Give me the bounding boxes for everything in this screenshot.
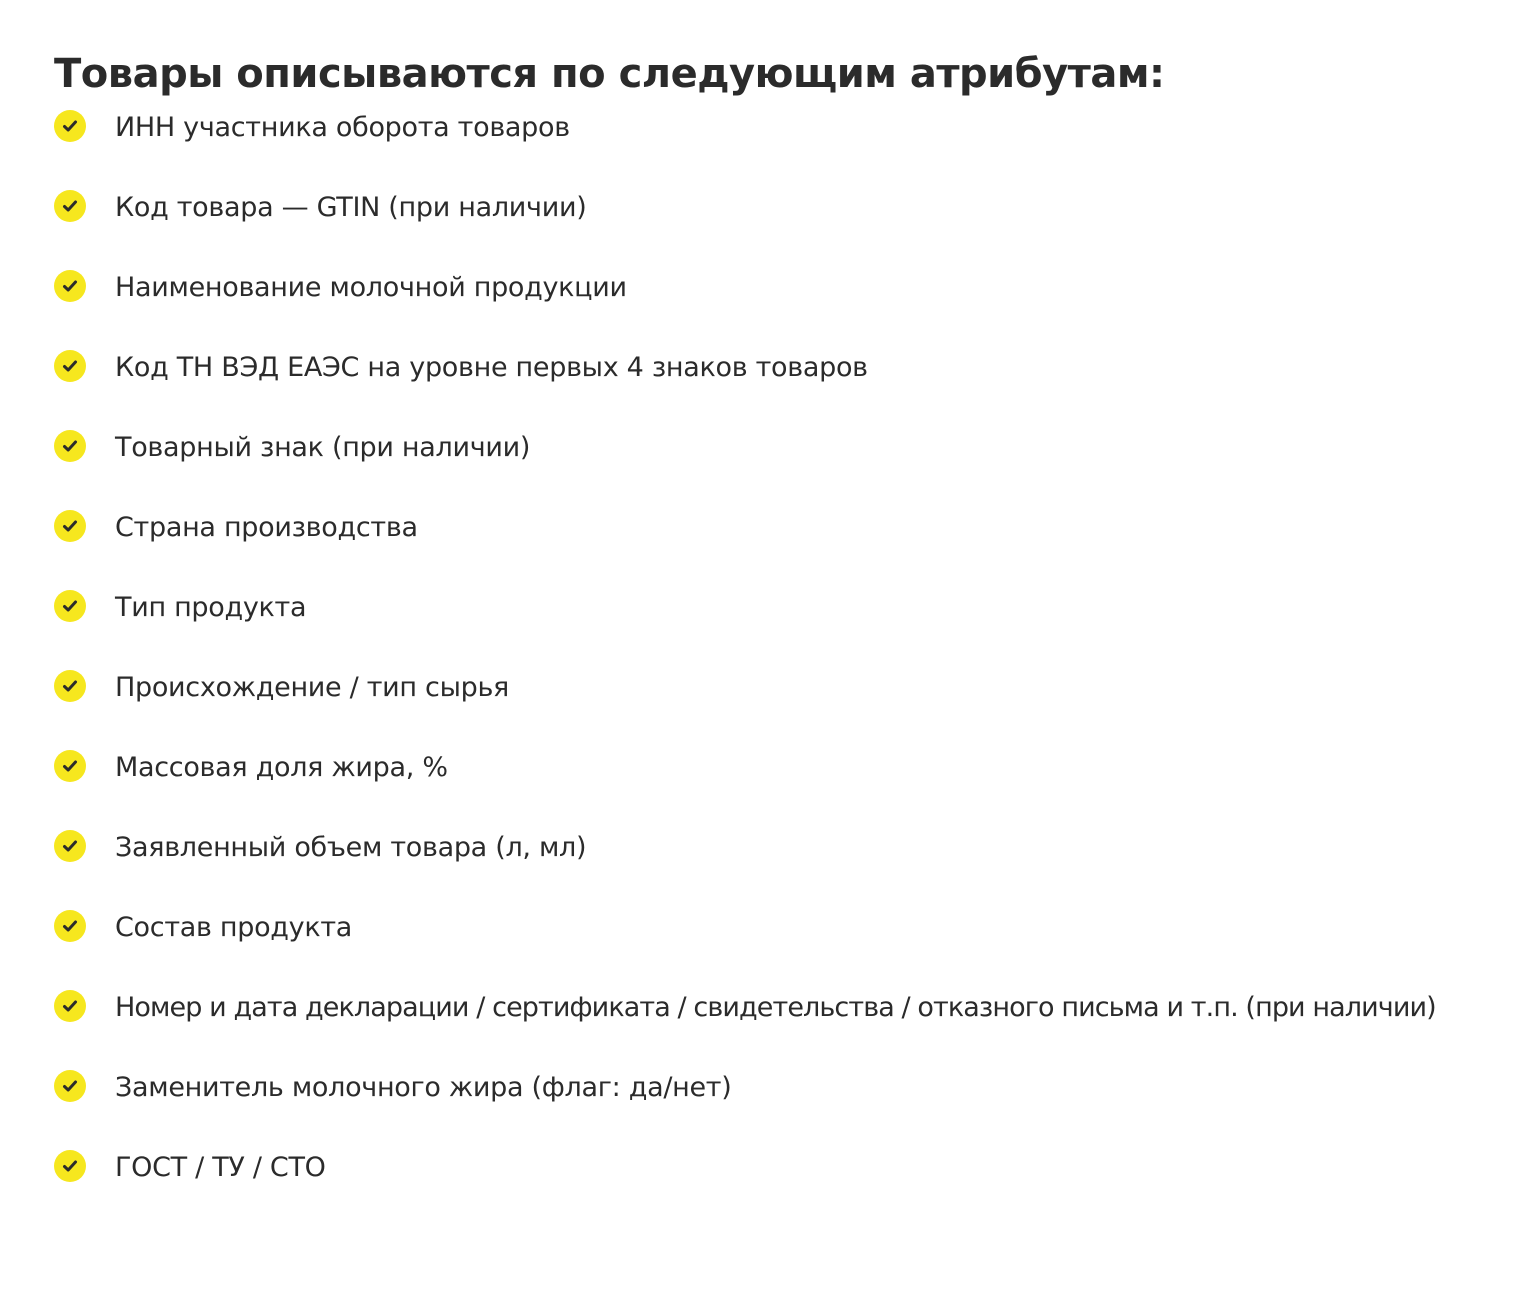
list-item: [0, 972, 1532, 1052]
list-item: [0, 92, 1532, 172]
list-item: [0, 1132, 1532, 1212]
attribute-label: Код ТН ВЭД ЕАЭС на уровне первых 4 знаков товаров: [115, 352, 868, 383]
check-circle-icon: [54, 1150, 86, 1182]
list-item: [0, 812, 1532, 892]
attribute-label: Товарный знак (при наличии): [115, 432, 531, 463]
check-circle-icon: [54, 830, 86, 862]
attribute-list: [0, 92, 1532, 1212]
attribute-label: Заменитель молочного жира (флаг: да/нет): [115, 1072, 732, 1103]
attribute-label: Состав продукта: [115, 912, 353, 943]
check-circle-icon: [54, 350, 86, 382]
attribute-label: Заявленный объем товара (л, мл): [115, 832, 587, 863]
list-item: [0, 332, 1532, 412]
list-item: [0, 172, 1532, 252]
attribute-label: Наименование молочной продукции: [115, 272, 627, 303]
check-circle-icon: [54, 910, 86, 942]
list-item: [0, 252, 1532, 332]
attribute-label: Код товара — GTIN (при наличии): [115, 192, 587, 223]
check-circle-icon: [54, 670, 86, 702]
check-circle-icon: [54, 430, 86, 462]
attribute-label: Страна производства: [115, 512, 418, 543]
check-circle-icon: [54, 190, 86, 222]
check-circle-icon: [54, 110, 86, 142]
list-item: [0, 652, 1532, 732]
check-circle-icon: [54, 750, 86, 782]
list-item: [0, 1052, 1532, 1132]
attribute-label: Происхождение / тип сырья: [115, 672, 509, 703]
list-item: [0, 572, 1532, 652]
list-item: [0, 492, 1532, 572]
check-circle-icon: [54, 590, 86, 622]
check-circle-icon: [54, 990, 86, 1022]
list-item: [0, 732, 1532, 812]
attribute-label: Массовая доля жира, %: [115, 752, 448, 783]
attribute-label: Тип продукта: [115, 592, 307, 623]
list-item: [0, 412, 1532, 492]
attribute-label: ИНН участника оборота товаров: [115, 112, 570, 143]
check-circle-icon: [54, 1070, 86, 1102]
attribute-label: Номер и дата декларации / сертификата / свидетельства / отказного письма и т.п. (при наличии): [115, 992, 1436, 1023]
check-circle-icon: [54, 270, 86, 302]
check-circle-icon: [54, 510, 86, 542]
page-title: Товары описываются по следующим атрибутам:: [54, 51, 1165, 97]
list-item: [0, 892, 1532, 972]
attribute-label: ГОСТ / ТУ / СТО: [115, 1152, 326, 1183]
